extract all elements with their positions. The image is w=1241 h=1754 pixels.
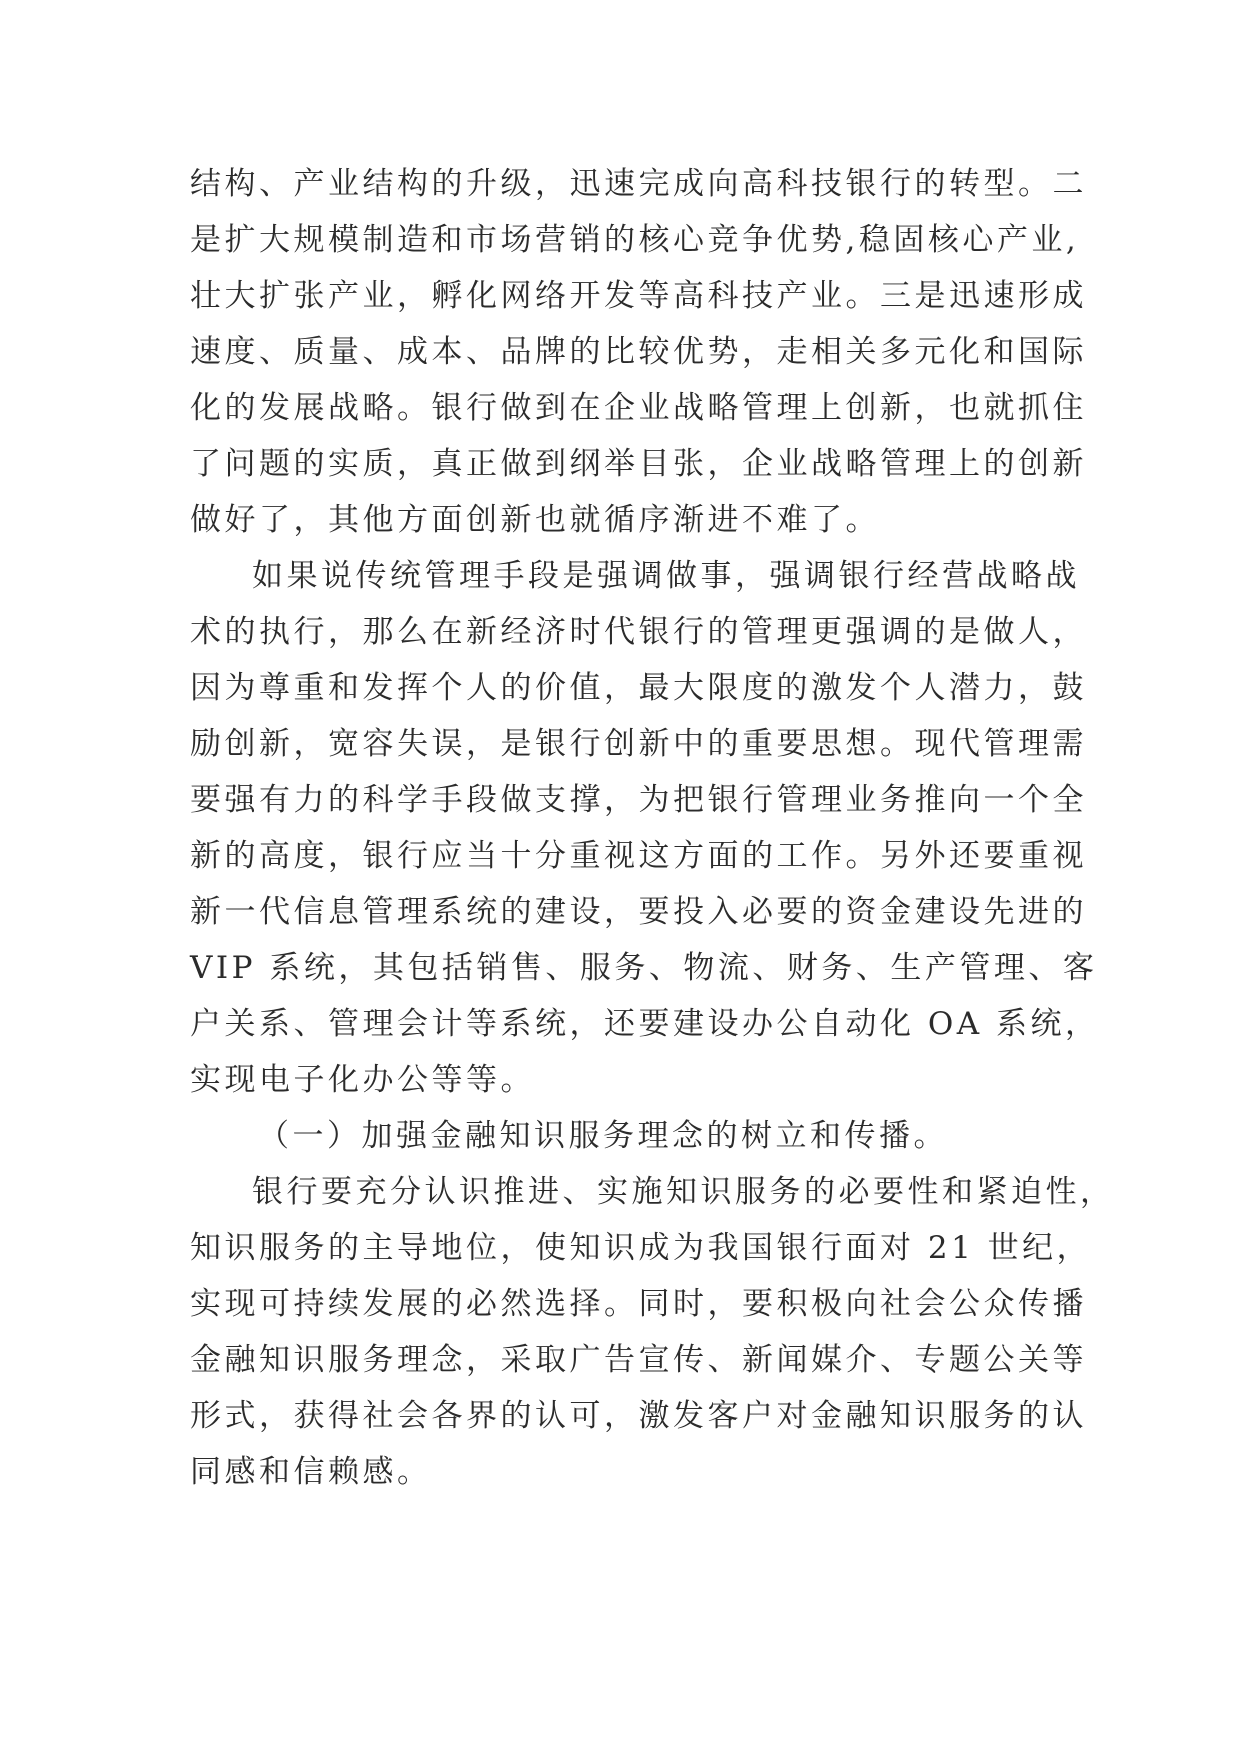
text-line: 化的发展战略。银行做到在企业战略管理上创新，也就抓住 <box>190 390 1087 426</box>
body-text <box>190 156 1115 1500</box>
text-line: 知识服务的主导地位，使知识成为我国银行面对 21 世纪， <box>190 1230 1092 1266</box>
text-line: 如果说传统管理手段是强调做事，强调银行经营战略战 <box>252 558 1080 594</box>
text-line: 新一代信息管理系统的建设，要投入必要的资金建设先进的 <box>190 894 1087 930</box>
text-line: 因为尊重和发挥个人的价值，最大限度的激发个人潜力，鼓 <box>190 670 1087 706</box>
text-line: 要强有力的科学手段做支撑，为把银行管理业务推向一个全 <box>190 782 1087 818</box>
text-line: 银行要充分认识推进、实施知识服务的必要性和紧迫性， <box>252 1174 1115 1210</box>
text-line: 励创新，宽容失误，是银行创新中的重要思想。现代管理需 <box>190 726 1087 762</box>
text-line: 是扩大规模制造和市场营销的核心竞争优势,稳固核心产业, <box>190 222 1080 258</box>
text-line: 实现可持续发展的必然选择。同时，要积极向社会公众传播 <box>190 1286 1087 1322</box>
text-line: 术的执行，那么在新经济时代银行的管理更强调的是做人， <box>190 614 1087 650</box>
text-line: 户关系、管理会计等系统，还要建设办公自动化 OA 系统， <box>190 1006 1100 1042</box>
section-heading: （一）加强金融知识服务理念的树立和传播。 <box>258 1118 948 1154</box>
text-line: 了问题的实质，真正做到纲举目张，企业战略管理上的创新 <box>190 446 1087 482</box>
text-line: 金融知识服务理念，采取广告宣传、新闻媒介、专题公关等 <box>190 1342 1087 1378</box>
text-line: 做好了，其他方面创新也就循序渐进不难了。 <box>190 502 880 538</box>
text-line: 结构、产业结构的升级，迅速完成向高科技银行的转型。二 <box>190 166 1087 202</box>
text-line: 速度、质量、成本、品牌的比较优势，走相关多元化和国际 <box>190 334 1087 370</box>
text-line: 壮大扩张产业，孵化网络开发等高科技产业。三是迅速形成 <box>190 278 1087 314</box>
text-line: 同感和信赖感。 <box>190 1454 432 1490</box>
text-line: VIP 系统，其包括销售、服务、物流、财务、生产管理、客 <box>190 950 1098 986</box>
text-line: 实现电子化办公等等。 <box>190 1062 535 1098</box>
text-line: 新的高度，银行应当十分重视这方面的工作。另外还要重视 <box>190 838 1087 874</box>
text-line: 形式，获得社会各界的认可，激发客户对金融知识服务的认 <box>190 1398 1087 1434</box>
